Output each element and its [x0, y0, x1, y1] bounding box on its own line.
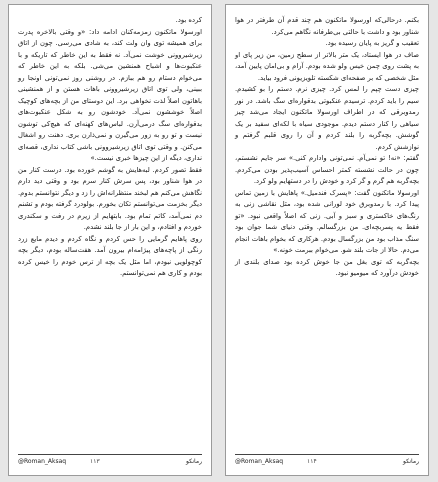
- right-page: [225, 4, 429, 476]
- page-number: ۱۱۳: [90, 458, 100, 465]
- paragraph: چیزی دست چپم را لمس کرد. چیزی نرم. دستم را بو کشیدم. سیم را باید کردم. ترسیدم عنکبوتی بدقواره‌ای سگ باشد. در نور رمدوبرقی که در اطراف اورسولا ماتکنون ایجاد می‌شد چیز سیاهی را کنار دستم دیدم. موجودی سیاه با لکه‌ای سفید بر یک گوشش. بچه‌گربه را بلند کردم و آن را روی قلبم گرفتم و نوازشش کردم.: [235, 85, 419, 151]
- paragraph: تعقیب و گریز به پایان رسیده بود.: [325, 39, 419, 47]
- right-page-body: [235, 15, 419, 280]
- paragraph: کرده بود.: [175, 16, 202, 24]
- right-page-footer: [235, 454, 419, 468]
- paragraph: صاف در هوا ایستاد، یک متر بالاتر از سطح زمین، من زیر پای او به پشت روی چمن خیس ولو شده بودم. آرام و بی‌امان پایین آمد، مثل شخصی که بر صفحه‌ای شکسته تلویزیونی فرود بیاید.: [235, 50, 419, 82]
- left-page-body: [18, 15, 202, 280]
- paragraph: بچه‌گربه که توی بغل من جا خوش کرده بود صدای بلندی از خودش درآورد که میومیو نبود.: [235, 257, 419, 277]
- paragraph: فقط تصور کردم. لبه‌هایش به گوشم خورده بود. درست کنار من در هوا شناور بود، پس سرش کنار سرم بود و وقتی دید دارم نگاهش می‌کنم هم لبخند منتظرانه‌اش را زد و دیگر نتوانستم بدوم. دیگر بخزمت می‌توانستم تکان بخورم. بولودرد گرفته بودم و تشنم دم نمی‌آمد، کاتم تمام بود. بابتهایم از زیرم در رفت و سکندری خوردم و افتادم، و این بار از جا بلند نشدم.: [18, 165, 202, 231]
- paragraph: روی پاهایم گرمایی را حس کردم و نگاه کردم و دیدم مایع زرد رنگی از پاچه‌های پیژامه‌ام بیرون آمد. هفت‌ساله بودم، دیگر بچه کوچولویی نبودم، اما مثل یک بچه از ترس خودم را خیس کرده بودم و کاری هم نمی‌توانستم.: [18, 234, 202, 277]
- channel-credit: @Roman_Aksaq: [18, 458, 67, 465]
- book-name: رمانکو: [185, 458, 202, 465]
- channel-credit: @Roman_Aksaq: [235, 458, 284, 465]
- paragraph: اورسولا ماتکنون گفت: «پسرک فندمیل.» پاهایش با زمین تماس پیدا کرد. با رمدوبرق خود لورانی شده بود، مثل نقاشی زنی به رنگ‌های خاکستری و سبز و آبی. زنی که اصلاً واقعی نبود. «تو فقط یه پسربچه‌ای. من بزرگسالم. وقتی دنیای شما جوان بود سنگ مذاب بود من بزرگسال بودم. هرکاری که بخوام باهات انجام می‌دم. حالا از جات بلند شو. می‌خوام ببرمت خونه.»: [235, 188, 419, 254]
- paragraph: اورسولا ماتکنون زمزمه‌کنان ادامه داد: «و وقتی بالاخره پدرت برای همیشه توی وان ولت کند، به شادی می‌رسی. چون از اتاق زیرشیروونی خوشت نمی‌آد. نه فقط به این خاطر که تاریکه و با عنکبوت‌ها و اشباح همنشین می‌شی. بلکه به این خاطر که می‌خوام دستام رو هم ببازم. در روشنی روز نمی‌تونی اونجا رو ببینی، ولی توی اتاق زیرشیروونی باهات هستن و از همنشینی باهاتون اصلاً لذت نخواهی برد. این دوستای من از بچه‌های کوچیک اصلاً خوششون نمی‌آد. خودشون رو به شکل عنکبوت‌های بدقواره‌ای سگ درمی‌آرن. لباس‌های کهنه‌ای که هیچ‌کی توشون نیست و تو رو به زور می‌گیرن و نمی‌ذارن بری. دهنت رو اشغال می‌کنن. و وقتی توی اتاق زیرشیروونی باشی کتاب نداری، قصه‌ای نداری، دیگه از این چیزها خبری نیست.»: [18, 27, 202, 162]
- page-number: ۱۱۴: [307, 458, 317, 465]
- paragraph: گفتم: «نه! تو نمی‌آم. نمی‌تونی وادارم کنی.» سر جایم نشستم، چون در حالت نشسته کمتر احساس آسیب‌پذیر بودن می‌کردم. بچه‌گربه هم گرم و گر کرد و خودش را در دستهایم ولو کرد.: [235, 154, 419, 185]
- left-page-footer: [18, 454, 202, 468]
- paragraph: بکنم. درحالی‌که اورسولا ماتکنون هم چند قدم آن طرفتر در هوا شناور بود و داشت با حالتی بی‌طرفانه نگاهم می‌کرد.: [235, 16, 419, 36]
- left-page: [8, 4, 212, 476]
- book-name: رمانکو: [402, 458, 419, 465]
